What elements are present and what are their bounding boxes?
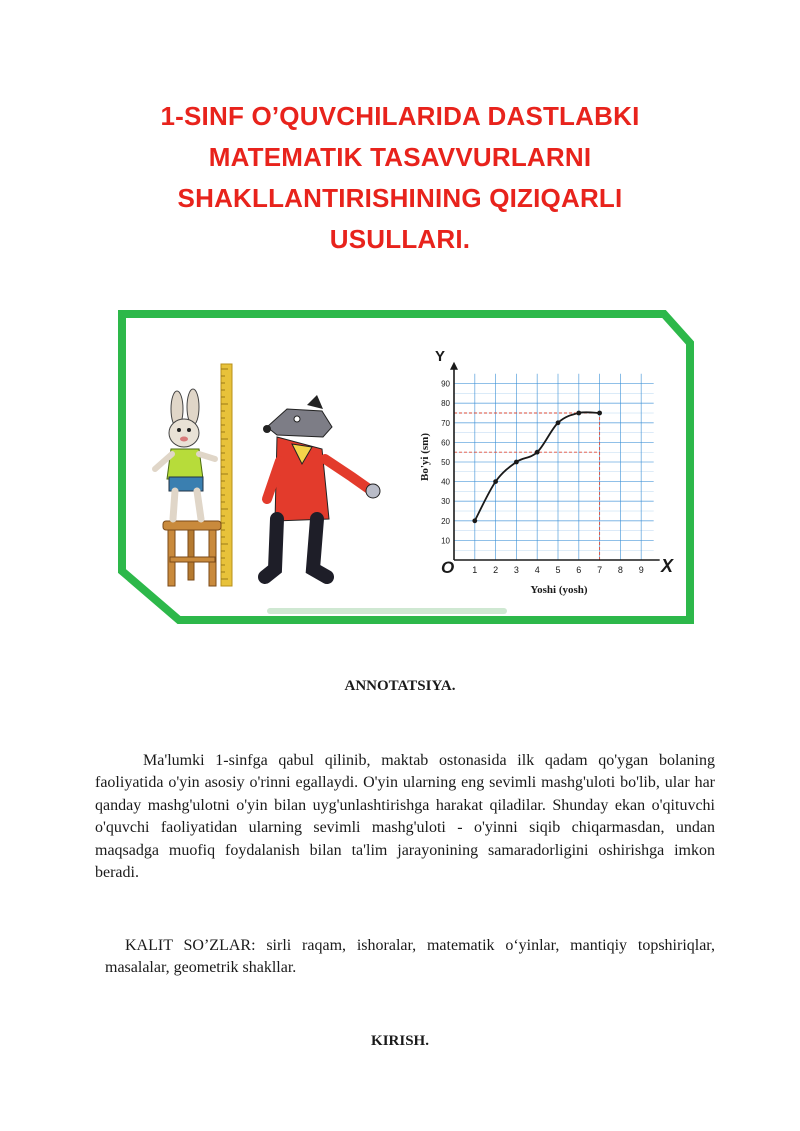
x-axis-title: Yoshi (yosh)	[530, 584, 588, 596]
illustration-figure	[117, 309, 695, 625]
y-axis-letter: Y	[435, 348, 446, 365]
title-line: MATEMATIK TASAVVURLARNI	[208, 142, 592, 172]
y-tick-label: 80	[441, 399, 450, 409]
x-axis-letter: X	[661, 556, 674, 576]
title-line: SHAKLLANTIRISHINING QIZIQARLI	[177, 183, 623, 213]
title-line: USULLARI.	[329, 224, 471, 254]
data-point	[597, 411, 602, 416]
data-point	[493, 479, 498, 484]
y-tick-label: 60	[441, 438, 450, 448]
x-tick-label: 7	[597, 565, 603, 575]
title-line: 1-SINF O’QUVCHILARIDA DASTLABKI	[160, 101, 640, 131]
x-tick-label: 2	[493, 565, 499, 575]
y-tick-label: 20	[441, 516, 450, 526]
x-tick-label: 3	[513, 565, 519, 575]
annotation-paragraph	[95, 750, 715, 884]
x-tick-label: 4	[534, 565, 540, 575]
figure-frame	[122, 314, 690, 620]
keywords-paragraph	[105, 935, 715, 980]
annotation-heading: ANNOTATSIYA.	[344, 678, 456, 694]
illustration-svg	[117, 309, 695, 625]
y-tick-label: 30	[441, 497, 450, 507]
data-point	[472, 518, 477, 523]
data-point	[576, 411, 581, 416]
caption-strip	[267, 608, 507, 614]
data-point	[556, 420, 561, 425]
origin-label: O	[441, 558, 455, 577]
annotation-text: Ma'lumki 1-sinfga qabul qilinib, maktab ostonasida ilk qadam qo'ygan bolaning faoliyatida o'yin asosiy o'rinni egallaydi. O'yin ularning eng sevimli mashg'uloti bo'lib, ular har qanday mashg'ulotni o'yin bilan uyg'unlashtirishga harakat qiladilar. Shunday ekan o'qituvchi o'quvchi faoliyatidan ularning sevimli mashg'uloti - o'yinni siqib chiqarmasdan, undan maqsadga muofiq foydalanish bilan ta'lim jarayonining samaradorligini oshirishga imkon beradi.	[95, 752, 715, 882]
y-tick-label: 70	[441, 418, 450, 428]
stool-illustration	[163, 521, 221, 586]
introduction-heading: KIRISH.	[371, 1033, 429, 1049]
y-tick-label: 40	[441, 477, 450, 487]
x-tick-label: 9	[638, 565, 644, 575]
x-tick-label: 6	[576, 565, 582, 575]
y-tick-label: 10	[441, 536, 450, 546]
data-point	[514, 460, 519, 465]
y-axis-title: Bo'yi (sm)	[419, 433, 431, 481]
y-tick-label: 50	[441, 458, 450, 467]
keywords-text: KALIT SO’ZLAR: sirli raqam, ishoralar, matematik o‘yinlar, mantiqiy topshiriqlar, masalalar, geometrik shakllar.	[105, 937, 715, 977]
y-tick-label: 90	[441, 379, 450, 389]
ruler-illustration	[221, 364, 232, 586]
data-point	[535, 450, 540, 455]
x-tick-label: 8	[617, 565, 623, 575]
x-tick-label: 1	[472, 565, 478, 575]
document-title	[100, 96, 700, 260]
x-tick-label: 5	[555, 565, 561, 575]
